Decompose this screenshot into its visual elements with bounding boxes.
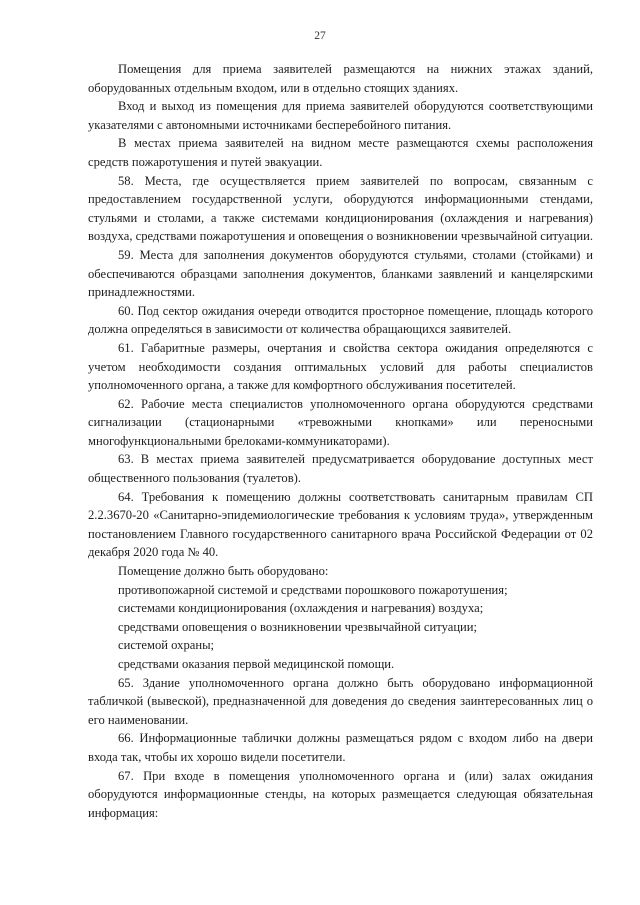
paragraph: Вход и выход из помещения для приема заявителей оборудуются соответствующими указателями с автономными источниками бесперебойного питания. (88, 99, 593, 132)
paragraph-66: 66. Информационные таблички должны размещаться рядом с входом либо на двери входа так, чтобы их хорошо видели посетители. (88, 731, 593, 764)
equipment-intro: Помещение должно быть оборудовано: (118, 564, 329, 579)
paragraph-67: 67. При входе в помещения уполномоченного органа и (или) залах ожидания оборудуются информационные стенды, на которых размещается следующая обязательная информация: (88, 768, 593, 820)
paragraph-64: 64. Требования к помещению должны соответствовать санитарным правилам СП 2.2.3670-20 «Санитарно-эпидемиологические требования к условиям труда», утвержденным постановлением Главного государственного санитарного врача Российской Федерации от 02 декабря 2020 года № 40. (88, 489, 593, 560)
paragraph: Помещения для приема заявителей размещаются на нижних этажах зданий, оборудованных отдельным входом, или в отдельно стоящих зданиях. (88, 62, 593, 95)
paragraph-62: 62. Рабочие места специалистов уполномоченного органа оборудуются средствами сигнализации (стационарными «тревожными кнопками» или переносными многофункциональными брелоками-коммуникаторами). (88, 396, 593, 448)
paragraph-59: 59. Места для заполнения документов оборудуются стульями, столами (стойками) и обеспечиваются образцами заполнения документов, бланками заявлений и канцелярскими принадлежностями. (88, 247, 593, 300)
list-item: системами кондиционирования (охлаждения и нагревания) воздуха; (118, 601, 484, 616)
paragraph-65: 65. Здание уполномоченного органа должно быть оборудовано информационной табличкой (вывеской), предназначенной для доведения до сведения заинтересованных лиц о его наименовании. (88, 675, 593, 727)
list-item: средствами оказания первой медицинской помощи. (118, 657, 395, 671)
paragraph-58: 58. Места, где осуществляется прием заявителей по вопросам, связанным с предоставлением государственной услуги, оборудуются информационными стендами, стульями и столами, а также системами кондиционирования (охлаждения и нагревания) воздуха, средствами пожаротушения и оповещения о возникновении чрезвычайной ситуации. (88, 173, 593, 244)
list-item: системой охраны; (118, 638, 215, 653)
paragraph: В местах приема заявителей на видном месте размещаются схемы расположения средств пожаротушения и путей эвакуации. (88, 136, 593, 169)
list-item: средствами оповещения о возникновении чрезвычайной ситуации; (118, 619, 478, 634)
paragraph-61: 61. Габаритные размеры, очертания и свойства сектора ожидания определяются с учетом необходимости создания оптимальных условий для работы специалистов уполномоченного органа, а также для комфортного обслуживания посетителей. (88, 340, 593, 393)
paragraph-60: 60. Под сектор ожидания очереди отводится просторное помещение, площадь которого должна определяться в зависимости от количества обращающихся заявителей. (88, 303, 593, 337)
list-item: противопожарной системой и средствами порошкового пожаротушения; (118, 582, 508, 597)
paragraph-63: 63. В местах приема заявителей предусматривается оборудование доступных мест общественного пользования (туалетов). (88, 452, 593, 486)
page-number: 27 (314, 30, 326, 42)
document-body (88, 60, 593, 822)
